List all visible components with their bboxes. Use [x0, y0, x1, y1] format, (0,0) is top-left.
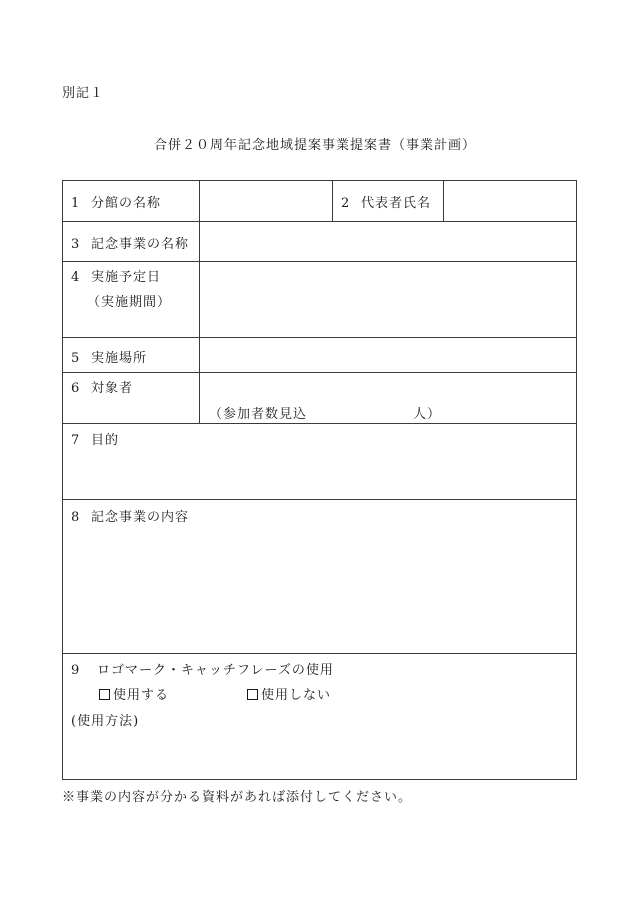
not-use-checkbox[interactable]	[247, 689, 258, 700]
use-checkbox[interactable]	[99, 689, 110, 700]
participants-estimate-prefix: （参加者数見込	[209, 407, 308, 422]
appendix-label: 別記１	[62, 86, 105, 101]
column-divider	[199, 221, 200, 261]
representative-label	[341, 192, 431, 211]
representative-field[interactable]	[449, 192, 569, 212]
item-number: 4	[71, 270, 81, 285]
event-name-label	[71, 233, 189, 252]
target-field[interactable]	[205, 377, 565, 397]
row-divider	[63, 337, 576, 338]
item-number: 8	[71, 510, 81, 525]
branch-name-field[interactable]	[205, 192, 325, 212]
usage-method-label: (使用方法)	[71, 714, 140, 729]
item-number: 7	[71, 433, 81, 448]
column-divider	[443, 181, 444, 221]
row-divider	[63, 423, 576, 424]
item-number: 6	[71, 381, 81, 396]
column-divider	[199, 181, 200, 221]
purpose-field[interactable]	[71, 451, 567, 493]
content-text: 記念事業の内容	[91, 510, 190, 525]
row-divider	[63, 653, 576, 654]
item-number: 2	[341, 196, 351, 211]
scheduled-date-text: 実施予定日	[91, 270, 162, 285]
proposal-form-table	[62, 180, 577, 780]
logo-usage-text: ロゴマーク・キャッチフレーズの使用	[97, 663, 334, 678]
item-number: 9	[71, 663, 81, 678]
not-use-option[interactable]	[247, 684, 331, 703]
representative-text: 代表者氏名	[361, 196, 432, 211]
item-number: 5	[71, 351, 81, 366]
venue-field[interactable]	[205, 347, 565, 367]
row-divider	[63, 499, 576, 500]
row-divider	[63, 221, 576, 222]
column-divider	[199, 261, 200, 423]
item-number: 1	[71, 196, 81, 211]
document-title: 合併２０周年記念地域提案事業提案書（事業計画）	[153, 138, 476, 153]
item-number: 3	[71, 237, 81, 252]
attachment-footnote: ※事業の内容が分かる資料があれば添付してください。	[62, 790, 413, 805]
scheduled-date-label	[71, 266, 161, 285]
scheduled-period-label: （実施期間）	[87, 295, 172, 310]
venue-label	[71, 347, 147, 366]
venue-text: 実施場所	[91, 351, 148, 366]
logo-usage-label	[71, 659, 334, 678]
purpose-text: 目的	[91, 433, 120, 448]
target-text: 対象者	[91, 381, 134, 396]
target-label	[71, 377, 133, 396]
row-divider	[63, 372, 576, 373]
content-field[interactable]	[71, 531, 567, 646]
branch-name-label	[71, 192, 161, 211]
column-divider	[332, 181, 333, 221]
use-option[interactable]	[99, 684, 169, 703]
usage-method-field[interactable]	[71, 731, 567, 773]
participants-count-field[interactable]	[323, 400, 403, 418]
event-name-text: 記念事業の名称	[91, 237, 190, 252]
not-use-option-label: 使用しない	[261, 688, 332, 703]
use-option-label: 使用する	[113, 688, 170, 703]
row-divider	[63, 261, 576, 262]
purpose-label	[71, 429, 119, 448]
content-label	[71, 506, 189, 525]
event-name-field[interactable]	[205, 233, 565, 253]
scheduled-date-field[interactable]	[205, 269, 565, 329]
participants-estimate-suffix: 人）	[413, 407, 442, 422]
branch-name-text: 分館の名称	[91, 196, 162, 211]
